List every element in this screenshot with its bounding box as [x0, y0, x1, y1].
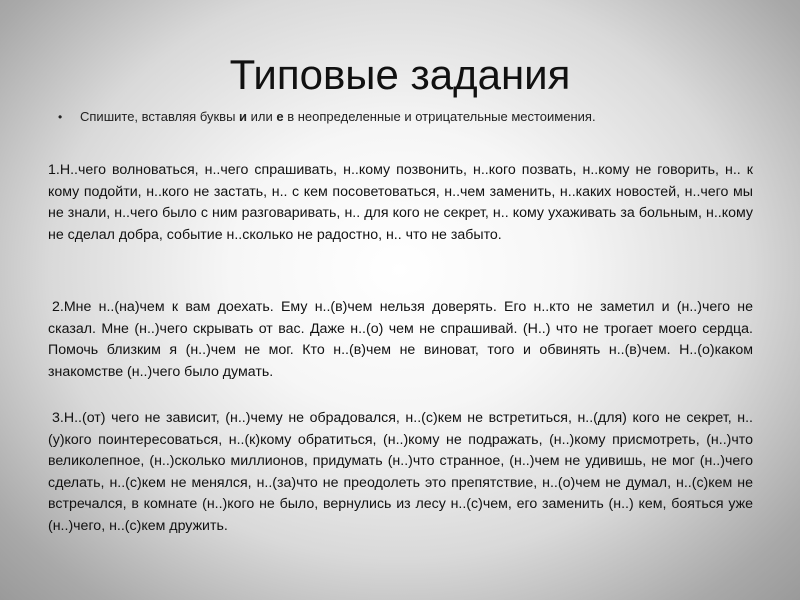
- instruction-text-middle: или: [247, 109, 277, 124]
- paragraph-number: 3.: [52, 410, 64, 426]
- exercise-paragraph-1: [48, 160, 753, 246]
- paragraph-number: 1.: [48, 162, 60, 178]
- instruction-letter-e: е: [276, 109, 284, 124]
- instruction-letter-i: и: [239, 109, 248, 124]
- instruction-bullet: [58, 108, 758, 126]
- exercise-paragraph-3: [48, 408, 753, 537]
- instruction-text-after: в неопределенные и отрицательные местоимения.: [283, 109, 596, 124]
- bullet-marker: •: [58, 110, 63, 124]
- paragraph-number: 2.: [52, 299, 64, 315]
- exercise-paragraph-2: [48, 297, 753, 383]
- paragraph-text: Н..чего волноваться, н..чего спрашивать, н..кому позвонить, н..кого позвать, н..кому не говорить, н.. к кому подойти, н..кого не застать, н.. с кем посоветоваться, н..чем заменить, н..каких новостей, н..чего мы не знали, н..чего было с ним разговаривать, н.. для кого не секрет, н.. кому ухаживать за больным, н..кому не сделал добра, событие н..сколько не радостно, н.. что не забыто.: [48, 162, 753, 243]
- instruction-text-before: Спишите, вставляя буквы: [80, 109, 240, 124]
- slide-title: Типовые задания: [229, 51, 571, 98]
- paragraph-text: Мне н..(на)чем к вам доехать. Ему н..(в)чем нельзя доверять. Его н..кто не заметил и (н..)чего не сказал. Мне (н..)чего скрывать от вас. Даже н..(о) чем не спрашивай. (Н..) что не трогает моего сердца. Помочь близким я (н..)чем не мог. Кто н..(в)чем не виноват, того и обвинять н..(в)чем. Н..(о)каком знакомстве (н..)чего было думать.: [48, 299, 753, 380]
- paragraph-text: Н..(от) чего не зависит, (н..)чему не обрадовался, н..(с)кем не встретиться, н..(для) кого не секрет, н..(у)кого поинтересоваться, н..(к)кому обратиться, (н..)кому не подражать, (н..)кому присмотреть, (н..)что великолепное, (н..)сколько миллионов, придумать (н..)что странное, (н..)чем не удивишь, не мог (н..)чего сделать, н..(с)кем не менялся, н..(за)что не преодолеть это препятствие, н..(о)чем не думал, н..(с)кем не встречался, в комнате (н..)кого не было, вернулись из лесу н..(с)чем, его заменить (н..) кем, бояться уже (н..)чего, н..(с)кем дружить.: [48, 410, 753, 534]
